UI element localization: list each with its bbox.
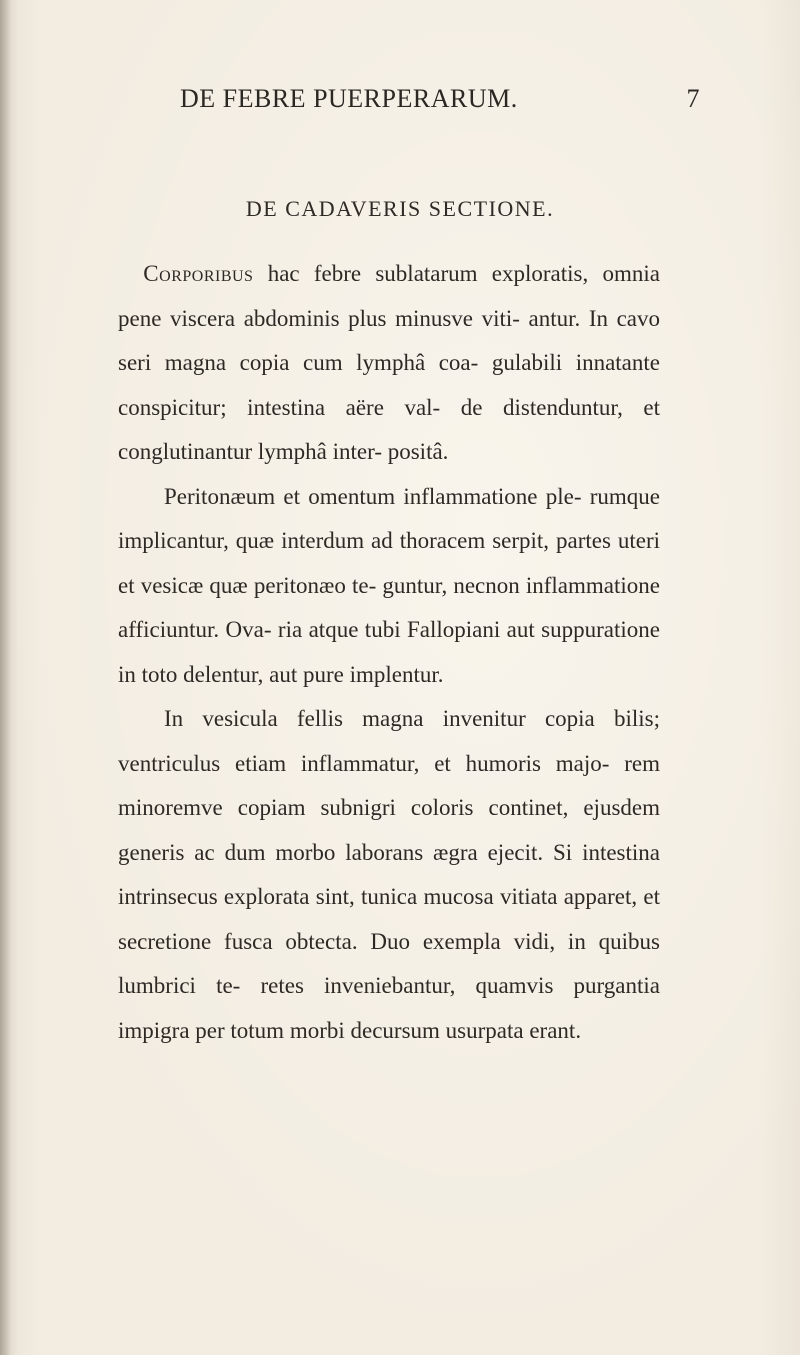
running-head-title: DE FEBRE PUERPERARUM. <box>180 84 518 113</box>
page-number: 7 <box>686 84 700 113</box>
paragraph-1-text: hac febre sublatarum exploratis, omnia pene viscera abdominis plus minusve viti- antur. In cavo seri magna copia cum lymphâ coa- gulabili innatante conspicitur; intestina aëre val- de distenduntur, et conglutinantur lymphâ inter- positâ. <box>118 261 660 464</box>
paragraph-lead-word: Corporibus <box>143 261 254 286</box>
section-title: DE CADAVERIS SECTIONE. <box>245 196 555 221</box>
body-text <box>118 252 660 1053</box>
paragraph-1 <box>118 252 660 475</box>
paragraph-3: In vesicula fellis magna invenitur copia bilis; ventriculus etiam inflammatur, et humoris majo- rem minoremve copiam subnigri coloris continet, ejusdem generis ac dum morbo laborans ægra ejecit. Si intestina intrinsecus explorata sint, tunica mucosa vitiata apparet, et secretione fusca obtecta. Duo exempla vidi, in quibus lumbrici te- retes inveniebantur, quamvis purgantia impigra per totum morbi decursum usurpata erant. <box>118 706 660 1043</box>
paragraph-2: Peritonæum et omentum inflammatione ple- rumque implicantur, quæ interdum ad thoracem serpit, partes uteri et vesicæ quæ peritonæo te- guntur, necnon inflammatione afficiuntur. Ova- ria atque tubi Fallopiani aut suppuratione in toto delentur, aut pure implentur. <box>118 483 660 687</box>
